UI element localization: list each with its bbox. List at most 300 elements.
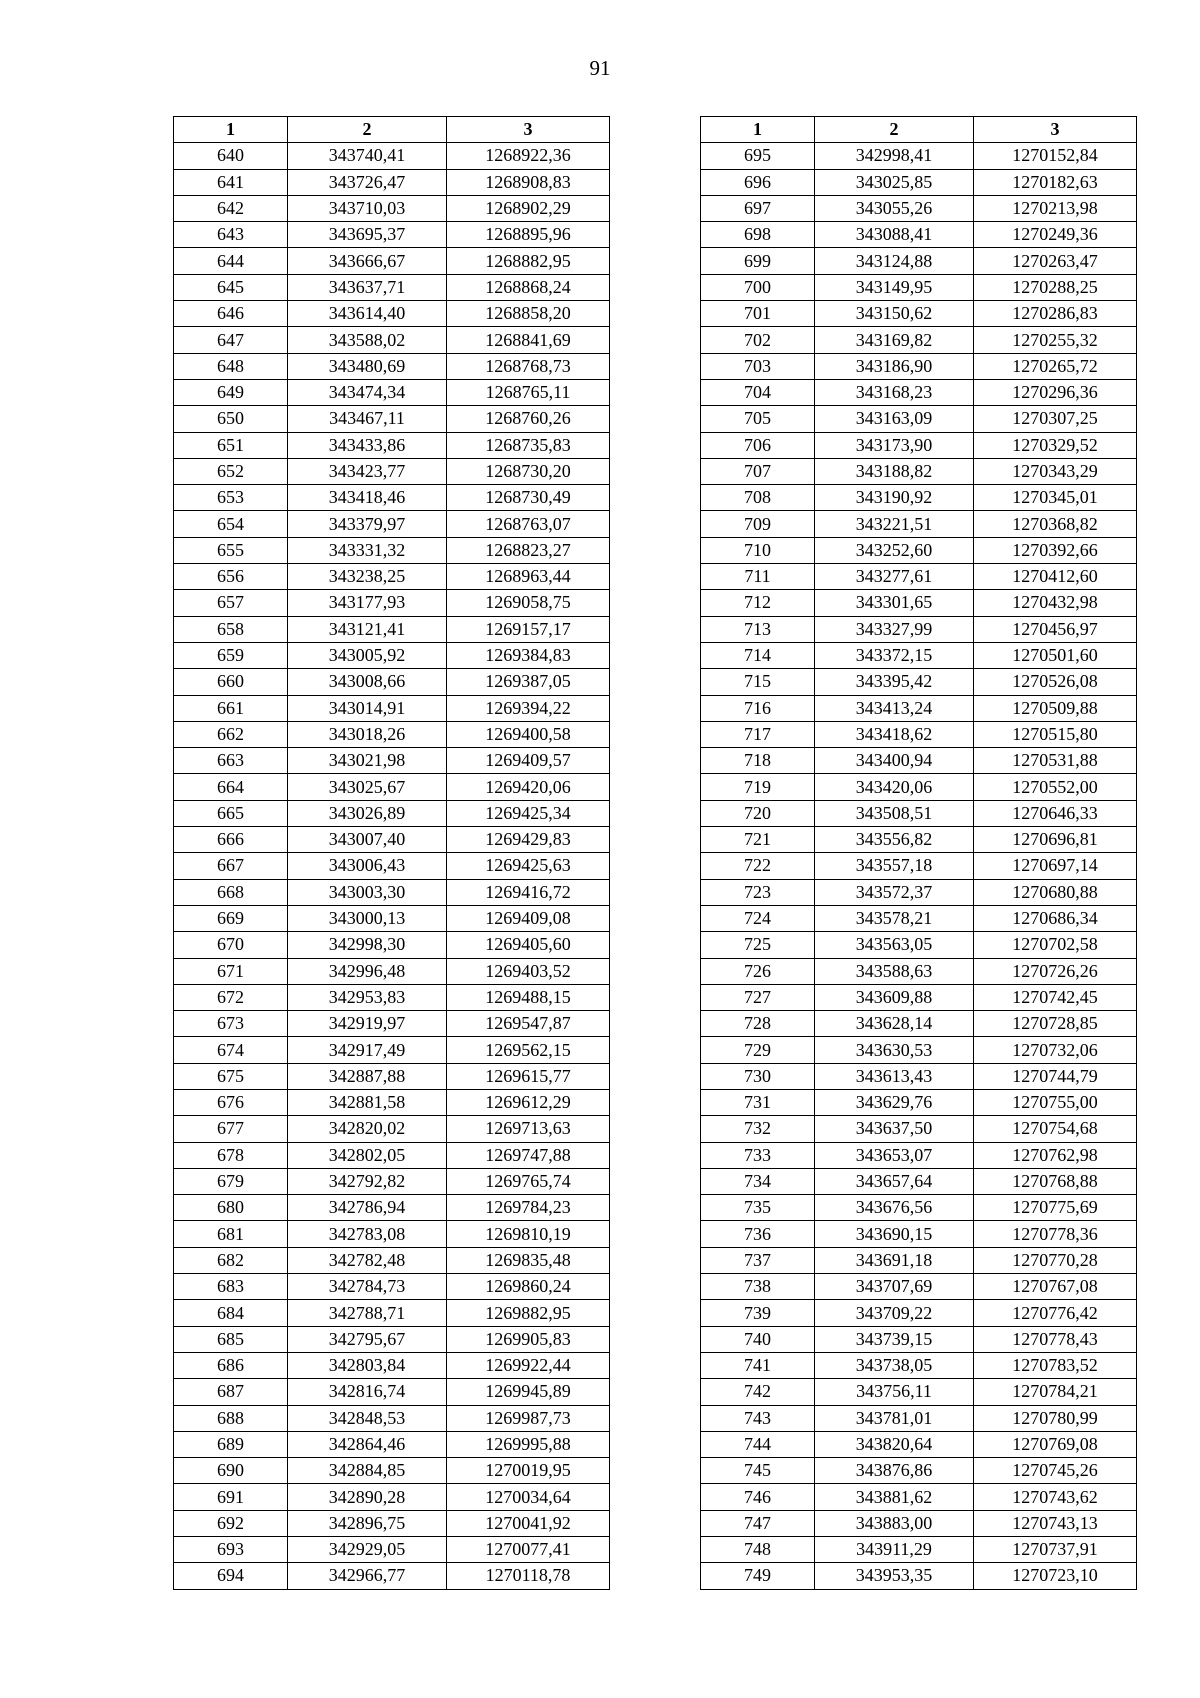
table-cell-col2: 343163,09 (815, 406, 974, 432)
table-cell-col1: 682 (174, 1247, 288, 1273)
table-cell-col3: 1270526,08 (974, 669, 1137, 695)
table-cell-col1: 695 (701, 143, 815, 169)
table-cell-col1: 739 (701, 1300, 815, 1326)
table-body (174, 143, 610, 1589)
table-cell-col2: 343331,32 (288, 537, 447, 563)
table-cell-col1: 681 (174, 1221, 288, 1247)
table-cell-col3: 1268763,07 (447, 511, 610, 537)
table-cell-col1: 672 (174, 984, 288, 1010)
table-cell-col1: 674 (174, 1037, 288, 1063)
table-cell-col2: 342792,82 (288, 1168, 447, 1194)
table-cell-col3: 1270768,88 (974, 1168, 1137, 1194)
table-cell-col1: 748 (701, 1537, 815, 1563)
table-cell-col1: 651 (174, 432, 288, 458)
table-cell-col1: 700 (701, 274, 815, 300)
table-cell-col1: 693 (174, 1537, 288, 1563)
table-cell-col2: 343006,43 (288, 853, 447, 879)
table-cell-col1: 646 (174, 301, 288, 327)
table-cell-col1: 670 (174, 932, 288, 958)
table-cell-col2: 343327,99 (815, 616, 974, 642)
table-cell-col3: 1268765,11 (447, 379, 610, 405)
table-row (174, 1063, 610, 1089)
table-cell-col1: 652 (174, 458, 288, 484)
table-cell-col3: 1269882,95 (447, 1300, 610, 1326)
table-cell-col3: 1270770,28 (974, 1247, 1137, 1273)
table-row (174, 1116, 610, 1142)
table-cell-col1: 641 (174, 169, 288, 195)
table-cell-col2: 343629,76 (815, 1089, 974, 1115)
table-row (174, 353, 610, 379)
column-header-2: 2 (288, 117, 447, 143)
table-row (174, 853, 610, 879)
table-cell-col2: 343149,95 (815, 274, 974, 300)
table-row (701, 616, 1137, 642)
table-row (174, 905, 610, 931)
table-row (701, 458, 1137, 484)
table-cell-col2: 343433,86 (288, 432, 447, 458)
table-cell-col1: 729 (701, 1037, 815, 1063)
table-cell-col3: 1268858,20 (447, 301, 610, 327)
table-header-row (174, 117, 610, 143)
table-cell-col1: 684 (174, 1300, 288, 1326)
table-cell-col2: 343168,23 (815, 379, 974, 405)
table-row (174, 695, 610, 721)
table-row (701, 1458, 1137, 1484)
table-cell-col3: 1270775,69 (974, 1195, 1137, 1221)
table-cell-col2: 343221,51 (815, 511, 974, 537)
table-cell-col2: 343474,34 (288, 379, 447, 405)
table-cell-col1: 710 (701, 537, 815, 563)
table-cell-col2: 343781,01 (815, 1405, 974, 1431)
table-cell-col3: 1270368,82 (974, 511, 1137, 537)
table-cell-col1: 742 (701, 1379, 815, 1405)
table-cell-col3: 1268768,73 (447, 353, 610, 379)
table-row (174, 1563, 610, 1589)
table-cell-col2: 343563,05 (815, 932, 974, 958)
table-cell-col3: 1268902,29 (447, 195, 610, 221)
table-cell-col1: 683 (174, 1274, 288, 1300)
table-cell-col1: 741 (701, 1352, 815, 1378)
table-cell-col3: 1270745,26 (974, 1458, 1137, 1484)
table-cell-col1: 668 (174, 879, 288, 905)
table-cell-col1: 669 (174, 905, 288, 931)
column-header-1: 1 (701, 117, 815, 143)
table-cell-col3: 1270743,62 (974, 1484, 1137, 1510)
table-cell-col1: 688 (174, 1405, 288, 1431)
table-cell-col3: 1270456,97 (974, 616, 1137, 642)
coordinates-table-right (700, 116, 1137, 1590)
table-cell-col2: 342966,77 (288, 1563, 447, 1589)
table-cell-col2: 343556,82 (815, 827, 974, 853)
table-row (701, 1011, 1137, 1037)
table-row (174, 827, 610, 853)
table-cell-col1: 706 (701, 432, 815, 458)
table-row (174, 958, 610, 984)
table-cell-col1: 650 (174, 406, 288, 432)
table-cell-col1: 694 (174, 1563, 288, 1589)
table-cell-col3: 1269409,57 (447, 748, 610, 774)
table-cell-col1: 659 (174, 642, 288, 668)
table-cell-col1: 732 (701, 1116, 815, 1142)
table-cell-col3: 1269420,06 (447, 774, 610, 800)
table-cell-col3: 1269905,83 (447, 1326, 610, 1352)
table-cell-col3: 1270780,99 (974, 1405, 1137, 1431)
table-row (701, 827, 1137, 853)
table-cell-col3: 1270307,25 (974, 406, 1137, 432)
table-row (701, 274, 1137, 300)
table-cell-col2: 342848,53 (288, 1405, 447, 1431)
table-cell-col2: 343088,41 (815, 222, 974, 248)
table-cell-col1: 673 (174, 1011, 288, 1037)
table-cell-col2: 343911,29 (815, 1537, 974, 1563)
table-row (174, 1431, 610, 1457)
table-cell-col3: 1270552,00 (974, 774, 1137, 800)
table-cell-col3: 1270531,88 (974, 748, 1137, 774)
table-row (701, 248, 1137, 274)
table-cell-col1: 649 (174, 379, 288, 405)
table-cell-col2: 343588,02 (288, 327, 447, 353)
table-cell-col3: 1269416,72 (447, 879, 610, 905)
table-cell-col2: 342998,30 (288, 932, 447, 958)
table-row (174, 1537, 610, 1563)
table-row (174, 564, 610, 590)
table-cell-col1: 664 (174, 774, 288, 800)
table-cell-col3: 1270263,47 (974, 248, 1137, 274)
table-cell-col3: 1270345,01 (974, 485, 1137, 511)
table-cell-col1: 715 (701, 669, 815, 695)
table-cell-col1: 662 (174, 721, 288, 747)
table-cell-col2: 342887,88 (288, 1063, 447, 1089)
table-cell-col2: 343177,93 (288, 590, 447, 616)
table-cell-col2: 343423,77 (288, 458, 447, 484)
table-cell-col2: 343025,85 (815, 169, 974, 195)
table-cell-col1: 708 (701, 485, 815, 511)
table-row (701, 1037, 1137, 1063)
table-cell-col3: 1270769,08 (974, 1431, 1137, 1457)
table-row (701, 1274, 1137, 1300)
table-row (701, 1563, 1137, 1589)
table-cell-col3: 1270392,66 (974, 537, 1137, 563)
table-cell-col1: 701 (701, 301, 815, 327)
column-header-3: 3 (974, 117, 1137, 143)
table-row (701, 379, 1137, 405)
table-cell-col2: 343277,61 (815, 564, 974, 590)
table-cell-col1: 643 (174, 222, 288, 248)
table-row (174, 379, 610, 405)
table-row (701, 169, 1137, 195)
table-cell-col3: 1270182,63 (974, 169, 1137, 195)
table-row (701, 1484, 1137, 1510)
table-cell-col1: 725 (701, 932, 815, 958)
table-row (174, 248, 610, 274)
table-row (174, 932, 610, 958)
table-row (701, 1142, 1137, 1168)
table-cell-col2: 343630,53 (815, 1037, 974, 1063)
table-cell-col1: 744 (701, 1431, 815, 1457)
table-row (701, 1168, 1137, 1194)
table-cell-col3: 1270213,98 (974, 195, 1137, 221)
table-cell-col3: 1270755,00 (974, 1089, 1137, 1115)
table-row (174, 222, 610, 248)
table-cell-col3: 1268882,95 (447, 248, 610, 274)
table-row (174, 1011, 610, 1037)
table-cell-col3: 1270728,85 (974, 1011, 1137, 1037)
table-cell-col1: 747 (701, 1510, 815, 1536)
table-cell-col1: 749 (701, 1563, 815, 1589)
table-cell-col2: 343756,11 (815, 1379, 974, 1405)
table-cell-col1: 677 (174, 1116, 288, 1142)
table-cell-col2: 342919,97 (288, 1011, 447, 1037)
table-row (701, 1431, 1137, 1457)
page-number: 91 (589, 56, 611, 80)
table-cell-col2: 343628,14 (815, 1011, 974, 1037)
table-cell-col1: 663 (174, 748, 288, 774)
table-row (174, 800, 610, 826)
table-cell-col1: 691 (174, 1484, 288, 1510)
table-cell-col3: 1270343,29 (974, 458, 1137, 484)
table-cell-col3: 1269488,15 (447, 984, 610, 1010)
table-cell-col1: 653 (174, 485, 288, 511)
table-cell-col3: 1270696,81 (974, 827, 1137, 853)
table-cell-col2: 343653,07 (815, 1142, 974, 1168)
table-cell-col2: 343953,35 (815, 1563, 974, 1589)
table-row (701, 564, 1137, 590)
table-row (174, 1274, 610, 1300)
table-cell-col2: 342816,74 (288, 1379, 447, 1405)
table-cell-col3: 1270509,88 (974, 695, 1137, 721)
table-cell-col3: 1269615,77 (447, 1063, 610, 1089)
table-cell-col2: 342788,71 (288, 1300, 447, 1326)
table-cell-col3: 1268922,36 (447, 143, 610, 169)
table-cell-col3: 1270249,36 (974, 222, 1137, 248)
table-cell-col2: 343007,40 (288, 827, 447, 853)
table-cell-col3: 1270737,91 (974, 1537, 1137, 1563)
table-row (174, 1326, 610, 1352)
table-cell-col3: 1268823,27 (447, 537, 610, 563)
table-row (701, 853, 1137, 879)
table-cell-col3: 1270296,36 (974, 379, 1137, 405)
table-cell-col2: 343881,62 (815, 1484, 974, 1510)
table-cell-col1: 727 (701, 984, 815, 1010)
table-cell-col1: 736 (701, 1221, 815, 1247)
table-cell-col2: 342784,73 (288, 1274, 447, 1300)
table-row (174, 432, 610, 458)
table-cell-col2: 342802,05 (288, 1142, 447, 1168)
table-cell-col2: 343738,05 (815, 1352, 974, 1378)
table-cell-col3: 1270726,26 (974, 958, 1137, 984)
table-row (701, 1405, 1137, 1431)
table-cell-col2: 343121,41 (288, 616, 447, 642)
table-cell-col3: 1270723,10 (974, 1563, 1137, 1589)
table-cell-col2: 343676,56 (815, 1195, 974, 1221)
table-cell-col3: 1270778,43 (974, 1326, 1137, 1352)
coordinates-table-left (173, 116, 610, 1590)
table-cell-col2: 342881,58 (288, 1089, 447, 1115)
table-cell-col3: 1269995,88 (447, 1431, 610, 1457)
table-row (701, 879, 1137, 905)
table-row (174, 169, 610, 195)
table-cell-col2: 343190,92 (815, 485, 974, 511)
table-cell-col1: 743 (701, 1405, 815, 1431)
table-cell-col1: 645 (174, 274, 288, 300)
table-cell-col1: 733 (701, 1142, 815, 1168)
table-cell-col3: 1268730,20 (447, 458, 610, 484)
table-cell-col3: 1269765,74 (447, 1168, 610, 1194)
table-row (174, 774, 610, 800)
table-cell-col2: 343150,62 (815, 301, 974, 327)
table-cell-col3: 1270432,98 (974, 590, 1137, 616)
table-cell-col3: 1269784,23 (447, 1195, 610, 1221)
table-row (174, 1168, 610, 1194)
table-cell-col3: 1270286,83 (974, 301, 1137, 327)
table-row (174, 485, 610, 511)
table-cell-col3: 1269425,34 (447, 800, 610, 826)
table-cell-col2: 342917,49 (288, 1037, 447, 1063)
table-cell-col2: 343418,62 (815, 721, 974, 747)
table-cell-col3: 1268895,96 (447, 222, 610, 248)
table-cell-col3: 1270646,33 (974, 800, 1137, 826)
table-cell-col1: 657 (174, 590, 288, 616)
table-row (701, 800, 1137, 826)
table-row (701, 748, 1137, 774)
table-cell-col1: 660 (174, 669, 288, 695)
table-cell-col1: 640 (174, 143, 288, 169)
table-row (701, 721, 1137, 747)
table-cell-col1: 722 (701, 853, 815, 879)
table-cell-col2: 343637,71 (288, 274, 447, 300)
table-cell-col3: 1269425,63 (447, 853, 610, 879)
table-row (701, 327, 1137, 353)
table-cell-col1: 698 (701, 222, 815, 248)
table-cell-col3: 1269429,83 (447, 827, 610, 853)
table-cell-col3: 1269945,89 (447, 1379, 610, 1405)
table-cell-col2: 343026,89 (288, 800, 447, 826)
table-cell-col3: 1269810,19 (447, 1221, 610, 1247)
table-cell-col1: 675 (174, 1063, 288, 1089)
table-cell-col1: 699 (701, 248, 815, 274)
table-cell-col3: 1269547,87 (447, 1011, 610, 1037)
table-cell-col3: 1270767,08 (974, 1274, 1137, 1300)
table-cell-col2: 343413,24 (815, 695, 974, 721)
table-row (174, 301, 610, 327)
table-row (701, 353, 1137, 379)
table-cell-col1: 703 (701, 353, 815, 379)
table-cell-col2: 343000,13 (288, 905, 447, 931)
table-cell-col2: 343124,88 (815, 248, 974, 274)
table-cell-col3: 1270776,42 (974, 1300, 1137, 1326)
table-cell-col1: 719 (701, 774, 815, 800)
table-cell-col3: 1270019,95 (447, 1458, 610, 1484)
table-row (701, 1221, 1137, 1247)
column-header-2: 2 (815, 117, 974, 143)
table-cell-col1: 665 (174, 800, 288, 826)
table-cell-col1: 735 (701, 1195, 815, 1221)
table-cell-col3: 1270754,68 (974, 1116, 1137, 1142)
table-cell-col1: 697 (701, 195, 815, 221)
table-cell-col2: 342998,41 (815, 143, 974, 169)
table-cell-col1: 721 (701, 827, 815, 853)
table-row (701, 1326, 1137, 1352)
table-cell-col2: 343883,00 (815, 1510, 974, 1536)
table-row (174, 1379, 610, 1405)
table-cell-col1: 717 (701, 721, 815, 747)
table-cell-col2: 342953,83 (288, 984, 447, 1010)
table-cell-col1: 738 (701, 1274, 815, 1300)
table-cell-col3: 1269403,52 (447, 958, 610, 984)
table-cell-col2: 343003,30 (288, 879, 447, 905)
table-cell-col3: 1270762,98 (974, 1142, 1137, 1168)
table-cell-col3: 1268868,24 (447, 274, 610, 300)
table-cell-col2: 342929,05 (288, 1537, 447, 1563)
table-cell-col2: 343395,42 (815, 669, 974, 695)
table-row (174, 458, 610, 484)
table-cell-col3: 1270686,34 (974, 905, 1137, 931)
table-cell-col2: 342820,02 (288, 1116, 447, 1142)
table-row (701, 406, 1137, 432)
table-row (174, 721, 610, 747)
table-cell-col2: 343372,15 (815, 642, 974, 668)
table-cell-col2: 343025,67 (288, 774, 447, 800)
table-cell-col2: 343480,69 (288, 353, 447, 379)
table-cell-col1: 731 (701, 1089, 815, 1115)
table-cell-col1: 686 (174, 1352, 288, 1378)
table-cell-col3: 1269860,24 (447, 1274, 610, 1300)
table-cell-col1: 680 (174, 1195, 288, 1221)
table-cell-col1: 709 (701, 511, 815, 537)
table-cell-col2: 343578,21 (815, 905, 974, 931)
table-cell-col2: 343709,22 (815, 1300, 974, 1326)
table-cell-col1: 667 (174, 853, 288, 879)
table-cell-col2: 343055,26 (815, 195, 974, 221)
table-cell-col1: 746 (701, 1484, 815, 1510)
table-cell-col2: 342890,28 (288, 1484, 447, 1510)
table-cell-col3: 1270744,79 (974, 1063, 1137, 1089)
table-row (701, 1116, 1137, 1142)
table-cell-col3: 1269409,08 (447, 905, 610, 931)
table-cell-col3: 1270697,14 (974, 853, 1137, 879)
table-row (701, 511, 1137, 537)
table-cell-col3: 1270255,32 (974, 327, 1137, 353)
table-cell-col1: 723 (701, 879, 815, 905)
table-cell-col1: 704 (701, 379, 815, 405)
table-row (174, 327, 610, 353)
table-cell-col2: 343637,50 (815, 1116, 974, 1142)
table-cell-col2: 343710,03 (288, 195, 447, 221)
column-header-3: 3 (447, 117, 610, 143)
table-cell-col3: 1270778,36 (974, 1221, 1137, 1247)
table-row (174, 1510, 610, 1536)
table-cell-col2: 343557,18 (815, 853, 974, 879)
table-cell-col1: 642 (174, 195, 288, 221)
table-cell-col2: 342864,46 (288, 1431, 447, 1457)
table-cell-col3: 1268908,83 (447, 169, 610, 195)
table-cell-col2: 342783,08 (288, 1221, 447, 1247)
table-cell-col3: 1270732,06 (974, 1037, 1137, 1063)
table-row (701, 669, 1137, 695)
table-row (701, 984, 1137, 1010)
table-cell-col1: 654 (174, 511, 288, 537)
table-row (701, 905, 1137, 931)
table-row (701, 143, 1137, 169)
table-cell-col1: 648 (174, 353, 288, 379)
table-row (174, 1142, 610, 1168)
table-row (174, 537, 610, 563)
table-cell-col2: 343418,46 (288, 485, 447, 511)
table-row (174, 1300, 610, 1326)
table-cell-col3: 1269922,44 (447, 1352, 610, 1378)
table-cell-col3: 1270784,21 (974, 1379, 1137, 1405)
table-row (174, 1089, 610, 1115)
